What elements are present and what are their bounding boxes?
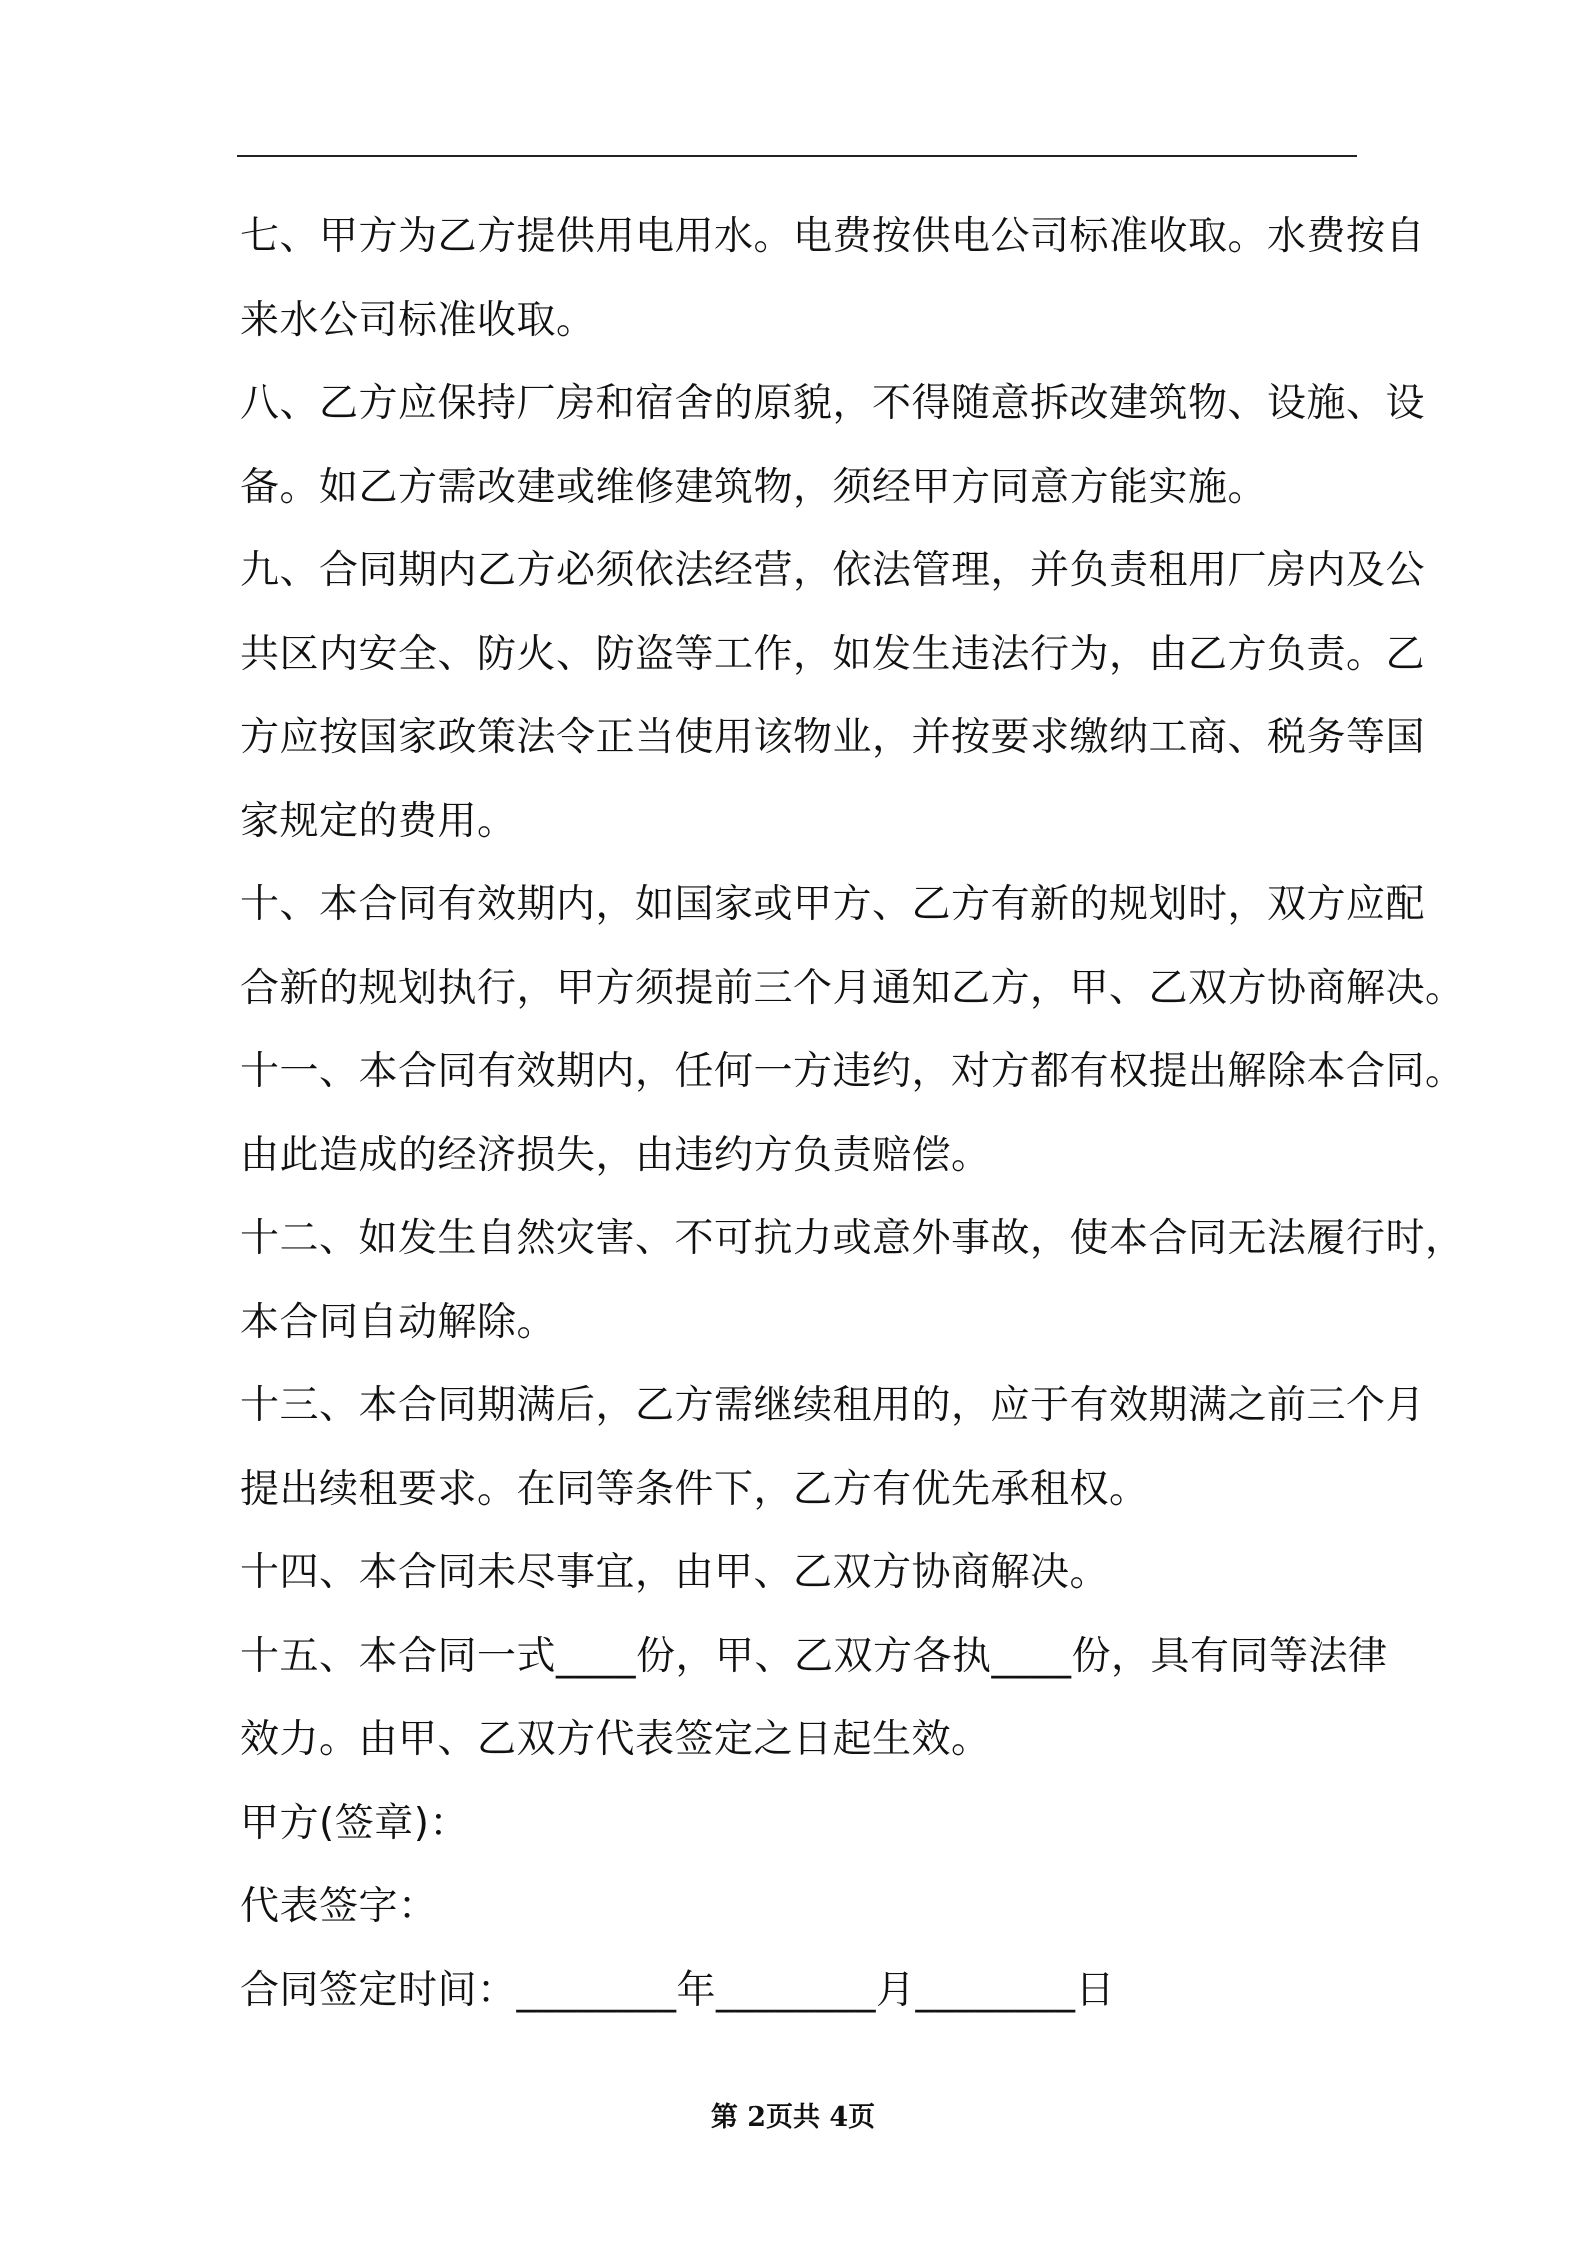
clause-8: [240, 362, 1426, 529]
text-line: 效力。由甲、乙双方代表签定之日起生效。: [240, 1717, 991, 1762]
clause-14: [240, 1531, 1358, 1615]
document-body: [240, 195, 1465, 2032]
party-a-seal-line: [240, 1782, 1358, 1866]
representative-signature-line: [240, 1865, 1358, 1949]
text-line: 十三、本合同期满后，乙方需继续租用的，应于有效期满之前三个月: [240, 1383, 1426, 1428]
text-line: 共区内安全、防火、防盗等工作，如发生违法行为，由乙方负责。乙: [240, 631, 1426, 677]
text-line: 方应按国家政策法令正当使用该物业，并按要求缴纳工商、税务等国: [240, 715, 1426, 760]
clause-10: [240, 863, 1465, 1030]
clause-13: [240, 1364, 1426, 1531]
text-line: 提出续租要求。在同等条件下，乙方有优先承租权。: [240, 1466, 1149, 1512]
text-line: 十二、如发生自然灾害、不可抗力或意外事故，使本合同无法履行时，: [240, 1216, 1465, 1261]
clause-12: [240, 1197, 1465, 1364]
text-line: 由此造成的经济损失，由违约方负责赔偿。: [240, 1132, 991, 1178]
text-line: 十五、本合同一式____份，甲、乙双方各执____份，具有同等法律: [240, 1633, 1388, 1679]
text-line: 备。如乙方需改建或维修建筑物，须经甲方同意方能实施。: [240, 464, 1268, 510]
page-number: 第 2页共 4页: [710, 2102, 876, 2133]
signing-date-line: [240, 1949, 1358, 2033]
text-line: 合新的规划执行，甲方须提前三个月通知乙方，甲、乙双方协商解决。: [240, 965, 1465, 1011]
text-line: 来水公司标准收取。: [240, 297, 596, 343]
text-line: 代表签字：: [240, 1884, 438, 1929]
text-line: 八、乙方应保持厂房和宿舍的原貌，不得随意拆改建筑物、设施、设: [240, 381, 1426, 426]
text-line: 本合同自动解除。: [240, 1299, 557, 1345]
header-rule: [237, 155, 1357, 157]
text-line: 合同签定时间：________年________月________日: [240, 1967, 1116, 2013]
clause-11: [240, 1030, 1465, 1197]
text-line: 十、本合同有效期内，如国家或甲方、乙方有新的规划时，双方应配: [240, 882, 1426, 927]
clause-7: [240, 195, 1426, 362]
text-line: 甲方(签章)：: [240, 1800, 469, 1846]
clause-15: [240, 1615, 1388, 1782]
text-line: 家规定的费用。: [240, 798, 517, 844]
text-line: 十四、本合同未尽事宜，由甲、乙双方协商解决。: [240, 1550, 1110, 1595]
text-line: 十一、本合同有效期内，任何一方违约，对方都有权提出解除本合同。: [240, 1049, 1465, 1094]
text-line: 七、甲方为乙方提供用电用水。电费按供电公司标准收取。水费按自: [240, 214, 1426, 259]
text-line: 九、合同期内乙方必须依法经营，依法管理，并负责租用厂房内及公: [240, 548, 1426, 593]
clause-9: [240, 529, 1426, 863]
